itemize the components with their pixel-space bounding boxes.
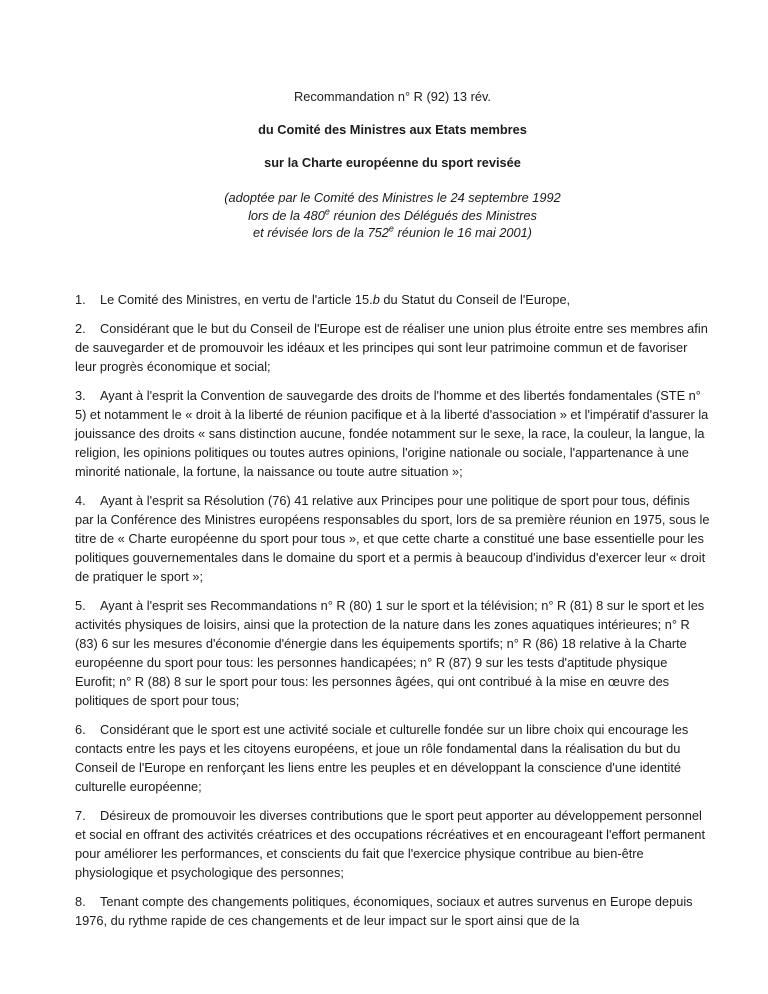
ordinal-superscript: e [324,206,330,217]
paragraph-1-italic-letter: b [372,291,380,307]
paragraph-7-number: 7. [75,807,86,823]
paragraph-6-number: 6. [75,721,86,737]
adoption-line-1: (adoptée par le Comité des Ministres le 24 septembre 1992 [224,190,561,205]
paragraph-2-number: 2. [75,320,86,336]
paragraph-2 [75,319,710,376]
recommendation-number-line: Recommandation n° R (92) 13 rév. [294,89,491,104]
paragraph-4-text: Ayant à l'esprit sa Résolution (76) 41 relative aux Principes pour une politique de sport pour tous, définis par la Conférence des Ministres européens responsables du sport, lors de sa première réunion en 1975, sous le titre de « Charte européenne du sport pour tous », et que cette charte a constitué une base essentielle pour les politiques gouvernementales dans le domaine du sport et a permis à beaucoup d'individus d'exercer leur « droit de pratiquer le sport »; [75,492,710,584]
paragraph-1-text: Le Comité des Ministres, en vertu de l'article 15. [100,291,373,307]
paragraph-5-number: 5. [75,597,86,613]
paragraph-4-number: 4. [75,492,86,508]
adoption-line-2-rest: réunion des Délégués des Ministres [329,207,537,223]
paragraph-5-text: Ayant à l'esprit ses Recommandations n° R (80) 1 sur le sport et la télévision; n° R (81) 8 sur le sport et les activités physiques de loisirs, ainsi que la protection de la nature dans les zones aquatiques intérieures; n° R (83) 6 sur les mesures d'économie d'énergie dans les équipements sportifs; n° R (86) 18 relative à la Charte européenne du sport pour tous: les personnes handicapées; n° R (87) 9 sur les tests d'aptitude physique Eurofit; n° R (88) 8 sur le sport pour tous: les personnes âgées, qui ont contribué à la mise en œuvre des politiques de sport pour tous; [75,597,705,708]
adoption-note [75,189,710,242]
paragraph-8-text: Tenant compte des changements politiques, économiques, sociaux et autres survenus en Europe depuis 1976, du rythme rapide de ces changements et de leur impact sur le sport ainsi que de la [75,893,693,928]
paragraph-1 [75,290,710,309]
subtitle-committee-line: du Comité des Ministres aux Etats membres [258,122,527,137]
document-header [75,90,710,242]
paragraph-2-text: Considérant que le but du Conseil de l'Europe est de réaliser une union plus étroite entre ses membres afin de sauvegarder et de promouvoir les idéaux et les principes qui sont leur patrimoine commun et de favoriser leur progrès économique et social; [75,320,708,374]
adoption-line-3 [75,224,710,242]
adoption-line-3-text: et révisée lors de la 752 [253,225,389,240]
paragraph-1-number: 1. [75,291,86,307]
paragraph-8-number: 8. [75,893,86,909]
paragraph-1-text-rest: du Statut du Conseil de l'Europe, [379,291,571,307]
paragraph-3-number: 3. [75,387,86,403]
paragraph-6-text: Considérant que le sport est une activité sociale et culturelle fondée sur un libre choix qui encourage les contacts entre les pays et les citoyens européens, et joue un rôle fondamental dans la réalisation du but du Conseil de l'Europe en renforçant les liens entre les peuples et en développant la conscience d'une identité culturelle européenne; [75,721,689,794]
adoption-line-2 [75,207,710,225]
paragraph-7-text: Désireux de promouvoir les diverses contributions que le sport peut apporter au développement personnel et social en offrant des activités créatrices et des occupations récréatives et en encourageant l'effort permanent pour améliorer les performances, et conscients du fait que l'exercice physique contribue au bien-être physiologique et psychologique des personnes; [75,807,706,880]
subtitle-charter-line: sur la Charte européenne du sport revisée [264,155,521,170]
paragraph-3-text: Ayant à l'esprit la Convention de sauvegarde des droits de l'homme et des libertés fondamentales (STE n° 5) et notamment le « droit à la liberté de réunion pacifique et à la liberté d'association » et l'impératif d'assurer la jouissance des droits « sans distinction aucune, fondée notamment sur le sexe, la race, la couleur, la langue, la religion, les opinions politiques ou toutes autres opinions, l'origine nationale ou sociale, l'appartenance à une minorité nationale, la fortune, la naissance ou toute autre situation »; [75,387,709,479]
document-body [75,242,710,930]
paragraph-3 [75,386,710,481]
paragraph-5 [75,596,710,710]
paragraph-6 [75,720,710,796]
adoption-line-2-text: lors de la 480 [248,207,325,223]
ordinal-superscript: e [388,223,394,234]
paragraph-7 [75,806,710,882]
paragraph-4 [75,491,710,586]
adoption-line-3-rest: réunion le 16 mai 2001) [393,225,532,240]
paragraph-8 [75,892,710,930]
